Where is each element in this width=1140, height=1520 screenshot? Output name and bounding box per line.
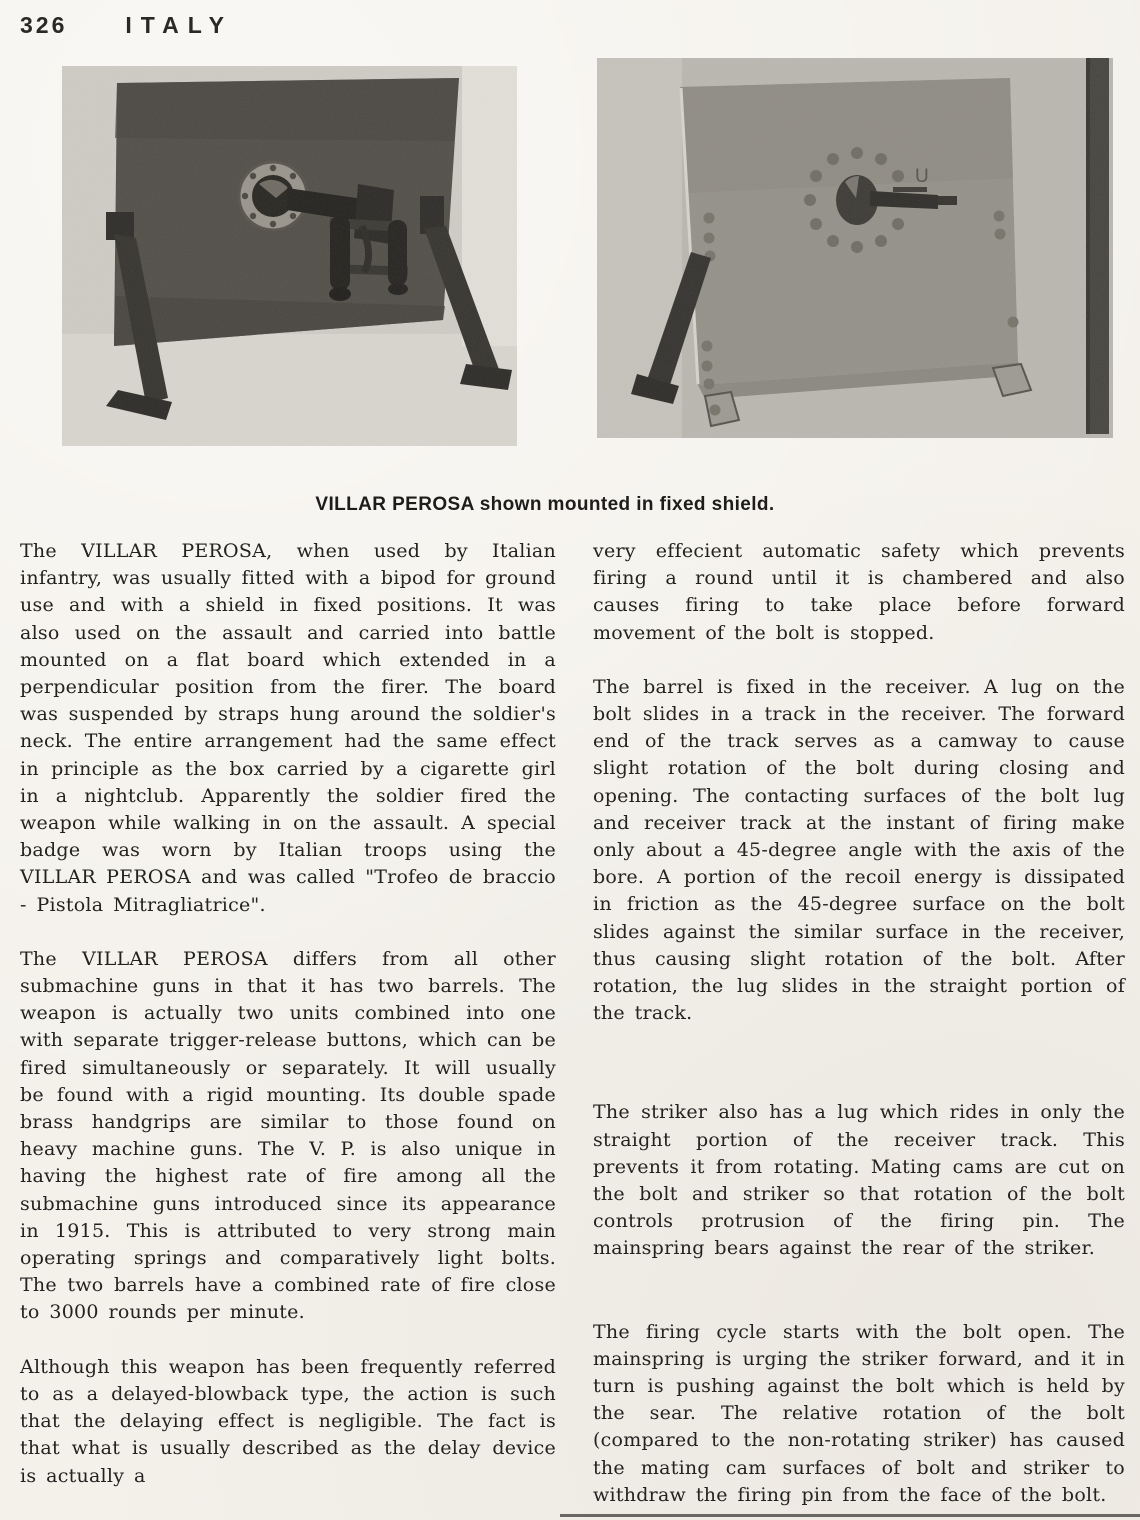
right-column	[593, 538, 1125, 1520]
page-bottom-rule	[560, 1514, 1140, 1517]
paragraph-automatic-safety: very effecient automatic safety which prevents firing a round until it is chambered and also causes firing to take place before forward movement of the bolt is stopped.	[593, 540, 1125, 644]
figure-caption: VILLAR PEROSA shown mounted in fixed shield.	[315, 494, 775, 515]
section-title: ITALY	[125, 12, 233, 38]
paragraph-striker-lug: The striker also has a lug which rides in only the straight portion of the receiver track. This prevents it from rotating. Mating cams are cut on the bolt and striker so that rotation of the bolt controls protrusion of the firing pin. The mainspring bears against the rear of the striker.	[593, 1101, 1125, 1260]
left-column	[20, 538, 556, 1517]
shield-marking: U	[915, 166, 929, 187]
paragraph-villar-perosa-use: The VILLAR PEROSA, when used by Italian infantry, was usually fitted with a bipod for ground use and with a shield in fixed positions. It was also used on the assault and carried into battle mounted on a flat board which extended in a perpendicular position from the firer. The board was suspended by straps hung around the soldier's neck. The entire arrangement had the same effect in principle as the box carried by a cigarette girl in a nightclub. Apparently the soldier fired the weapon while walking in on the assault. A special badge was worn by Italian troops using the VILLAR PEROSA and was called "Trofeo de braccio - Pistola Mitragliatrice".	[20, 540, 556, 916]
photo-villar-perosa-front-view	[597, 58, 1113, 438]
page-header	[20, 12, 233, 39]
paragraph-firing-cycle: The firing cycle starts with the bolt open. The mainspring is urging the striker forward, and it in turn is pushing against the bolt which is held by the sear. The relative rotation of the bolt (compared to the non-rotating striker) has caused the mating cam surfaces of bolt and striker to withdraw the firing pin from the face of the bolt.	[593, 1320, 1125, 1506]
paragraph-two-barrels: The VILLAR PEROSA differs from all other submachine guns in that it has two barrels. The weapon is actually two units combined into one with separate trigger-release buttons, which can be fired simultaneously or separately. It will usually be found with a rigid mounting. Its double spade brass handgrips are similar to those found on heavy machine guns. The V. P. is also unique in having the highest rate of fire among all the submachine guns introduced since its appearance in 1915. This is attributed to very strong main operating springs and comparatively light bolts. The two barrels have a combined rate of fire close to 3000 rounds per minute.	[20, 947, 556, 1324]
paragraph-delayed-blowback: Although this weapon has been frequently referred to as a delayed-blowback type, the action is such that the delaying effect is negligible. The fact is that what is usually described as the delay device is actually a	[20, 1355, 556, 1487]
paragraph-barrel-receiver: The barrel is fixed in the receiver. A lug on the bolt slides in a track in the receiver. The forward end of the track serves as a camway to cause slight rotation of the bolt during closing and opening. The contacting surfaces of the bolt lug and receiver track at the instant of firing make only about a 45-degree angle with the axis of the bore. A portion of the recoil energy is dissipated in friction as the 45-degree surface on the bolt slides against the similar surface in the receiver, thus causing slight rotation of the bolt. After rotation, the lug slides in the straight portion of the track.	[593, 675, 1125, 1025]
page-number: 326	[20, 12, 68, 38]
photo-villar-perosa-rear-view	[62, 66, 517, 446]
